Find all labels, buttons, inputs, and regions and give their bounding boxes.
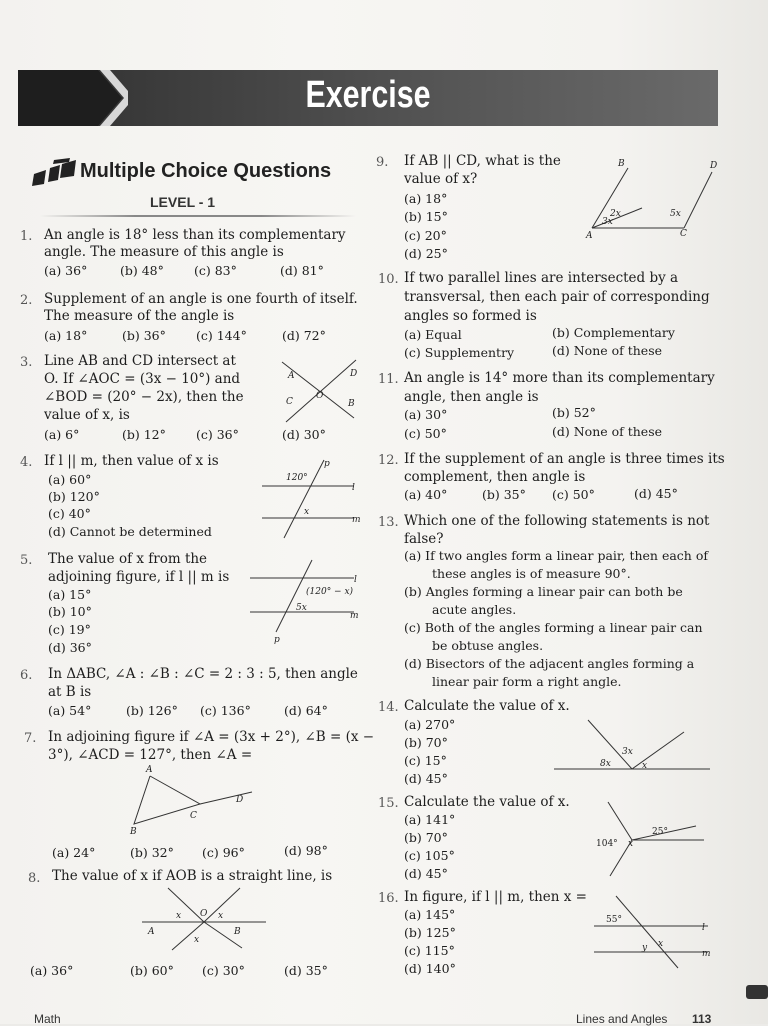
svg-text:x: x <box>628 839 634 849</box>
question-text: The measure of the angle is <box>44 308 235 324</box>
option: (d) None of these <box>552 343 663 358</box>
question-text: Calculate the value of x. <box>404 698 570 714</box>
svg-text:x: x <box>194 935 200 945</box>
option: (b) 60° <box>130 963 174 978</box>
option: (b) 15° <box>404 209 448 224</box>
svg-text:x: x <box>658 939 664 949</box>
option: (c) 96° <box>202 845 245 860</box>
svg-text:p: p <box>274 635 280 645</box>
question-text: Line AB and CD intersect at <box>44 353 236 369</box>
svg-text:O: O <box>200 909 208 919</box>
svg-text:120°: 120° <box>286 473 308 483</box>
svg-text:C: C <box>190 811 197 821</box>
option: (a) 54° <box>48 703 92 718</box>
option: (d) 30° <box>282 427 326 442</box>
option: (c) 50° <box>404 426 447 441</box>
option: (d) 45° <box>404 866 448 881</box>
svg-text:m: m <box>350 611 359 621</box>
option: (d) 140° <box>404 961 456 976</box>
question-text: at B is <box>48 684 92 700</box>
option: (c) 50° <box>552 487 595 502</box>
svg-text:5x: 5x <box>296 603 307 613</box>
question-number: 3. <box>20 355 33 370</box>
option: (d) 45° <box>634 486 678 501</box>
figure-q8-straight-line <box>138 884 272 954</box>
question-text: The value of x from the <box>48 551 208 567</box>
option: (a) 36° <box>44 263 88 278</box>
svg-text:104°: 104° <box>596 839 618 849</box>
option: (a) 270° <box>404 717 456 732</box>
question-text: angle, then angle is <box>404 389 539 405</box>
question-text: Calculate the value of x. <box>404 794 570 810</box>
question-text: transversal, then each pair of corresponding <box>404 289 710 305</box>
question-text: false? <box>404 531 444 547</box>
option: (b) 70° <box>404 735 448 750</box>
level-heading: LEVEL - 1 <box>150 194 216 210</box>
option: (b) 32° <box>130 845 174 860</box>
question-text: O. If ∠AOC = (3x − 10°) and <box>44 371 241 387</box>
option: (a) 36° <box>30 963 74 978</box>
svg-text:x: x <box>176 911 182 921</box>
question-text: angle. The measure of this angle is <box>44 244 284 260</box>
svg-text:B: B <box>348 399 355 409</box>
svg-text:D: D <box>350 369 358 379</box>
question-text: 3°), ∠ACD = 127°, then ∠A = <box>48 747 253 763</box>
option: (a) 60° <box>48 472 92 487</box>
option: (d) 36° <box>48 640 92 655</box>
svg-text:B: B <box>618 159 625 169</box>
svg-text:5x: 5x <box>670 209 681 219</box>
question-text: If l || m, then value of x is <box>44 453 219 469</box>
svg-text:B: B <box>130 827 137 837</box>
option: (d) 64° <box>284 703 328 718</box>
figure-q15-angles-at-point <box>592 796 712 880</box>
option: (c) 40° <box>48 506 91 521</box>
option: (a) 24° <box>52 845 96 860</box>
question-text: If the supplement of an angle is three times its <box>404 451 725 467</box>
option: (a) 30° <box>404 407 448 422</box>
option: (c) 20° <box>404 228 447 243</box>
svg-text:m: m <box>352 515 361 525</box>
option: (c) 36° <box>196 427 239 442</box>
question-number: 9. <box>376 155 389 170</box>
footer-book-title: Math <box>34 1012 61 1026</box>
question-text: If two parallel lines are intersected by a <box>404 270 679 286</box>
option: (d) 98° <box>284 843 328 858</box>
option: (b) 126° <box>126 703 178 718</box>
option: (d) Cannot be determined <box>48 524 212 539</box>
figure-q5-parallel-lines <box>246 556 362 646</box>
option: (d) 25° <box>404 246 448 261</box>
option: (a) 141° <box>404 812 456 827</box>
option: (b) 12° <box>122 427 166 442</box>
svg-text:y: y <box>642 943 648 953</box>
question-number: 15. <box>378 796 399 811</box>
figure-q4-parallel-lines <box>258 456 362 542</box>
corner-tab <box>746 985 768 999</box>
question-text: angles so formed is <box>404 308 537 324</box>
option: linear pair form a right angle. <box>432 674 622 689</box>
exercise-banner <box>18 70 718 126</box>
option: (c) 136° <box>200 703 251 718</box>
option: (c) 15° <box>404 753 447 768</box>
option: (a) If two angles form a linear pair, then each of <box>404 548 708 563</box>
question-number: 5. <box>20 553 33 568</box>
option: (a) 6° <box>44 427 80 442</box>
question-text: In figure, if l || m, then x = <box>404 889 587 905</box>
svg-text:A: A <box>288 371 295 381</box>
svg-text:C: C <box>680 229 687 239</box>
question-text: adjoining figure, if l || m is <box>48 569 230 585</box>
svg-text:l: l <box>352 483 355 493</box>
svg-text:A: A <box>148 927 155 937</box>
svg-text:x: x <box>218 911 224 921</box>
option: be obtuse angles. <box>432 638 544 653</box>
question-number: 12. <box>378 453 399 468</box>
question-text: value of x, is <box>44 407 130 423</box>
question-text: The value of x if AOB is a straight line, is <box>52 868 333 884</box>
svg-text:C: C <box>286 397 293 407</box>
svg-text:m: m <box>702 949 711 959</box>
section-title: Multiple Choice Questions <box>80 160 332 182</box>
svg-text:55°: 55° <box>606 915 622 925</box>
question-text: An angle is 18° less than its complementary <box>44 227 346 243</box>
option: (a) 18° <box>44 328 88 343</box>
option: (b) Complementary <box>552 325 675 340</box>
figure-q9-parallel-lines <box>584 156 724 240</box>
option: (b) 120° <box>48 489 100 504</box>
svg-text:A: A <box>146 765 153 775</box>
figure-q3-intersecting-lines <box>278 356 362 426</box>
section-bars-icon <box>32 158 76 188</box>
svg-text:l: l <box>354 575 357 585</box>
question-number: 11. <box>378 372 399 387</box>
option: (b) 70° <box>404 830 448 845</box>
option: (b) 10° <box>48 604 92 619</box>
option: (a) 40° <box>404 487 448 502</box>
question-number: 4. <box>20 455 33 470</box>
option: (c) 19° <box>48 622 91 637</box>
svg-text:8x: 8x <box>600 759 611 769</box>
question-number: 10. <box>378 272 399 287</box>
option: (c) 115° <box>404 943 455 958</box>
svg-text:(120° − x): (120° − x) <box>306 587 354 597</box>
option: (b) 35° <box>482 487 526 502</box>
option: (a) 15° <box>48 587 92 602</box>
question-number: 7. <box>24 731 37 746</box>
figure-q16-parallel-lines <box>592 892 712 972</box>
question-text: value of x? <box>404 171 478 187</box>
svg-text:2x: 2x <box>610 209 621 219</box>
option: (d) 81° <box>280 263 324 278</box>
option: (c) Both of the angles forming a linear pair can <box>404 620 703 635</box>
option: (d) 35° <box>284 963 328 978</box>
option: (c) 30° <box>202 963 245 978</box>
option: (b) 52° <box>552 405 596 420</box>
option: (c) Supplementry <box>404 345 515 360</box>
option: (a) 145° <box>404 907 456 922</box>
option: acute angles. <box>432 602 517 617</box>
option: (d) None of these <box>552 424 663 439</box>
option: (d) Bisectors of the adjacent angles forming a <box>404 656 695 671</box>
svg-text:3x: 3x <box>602 217 613 227</box>
option: these angles is of measure 90°. <box>432 566 631 581</box>
question-text: If AB || CD, what is the <box>404 153 561 169</box>
question-text: Which one of the following statements is not <box>404 513 710 529</box>
option: (d) 45° <box>404 771 448 786</box>
question-text: Supplement of an angle is one fourth of itself. <box>44 291 358 307</box>
question-text: complement, then angle is <box>404 469 586 485</box>
option: (c) 105° <box>404 848 455 863</box>
option: (c) 83° <box>194 263 237 278</box>
question-number: 13. <box>378 515 399 530</box>
option: (b) Angles forming a linear pair can both be <box>404 584 683 599</box>
option: (c) 144° <box>196 328 247 343</box>
option: (a) Equal <box>404 327 462 342</box>
footer-chapter: Lines and Angles <box>576 1012 668 1026</box>
figure-q14-angles-on-line <box>552 716 714 776</box>
question-number: 16. <box>378 891 399 906</box>
option: (b) 36° <box>122 328 166 343</box>
option: (b) 125° <box>404 925 456 940</box>
svg-text:x: x <box>304 507 310 517</box>
question-text: In adjoining figure if ∠A = (3x + 2°), ∠B = (x − <box>48 729 375 745</box>
svg-text:3x: 3x <box>622 747 633 757</box>
option: (b) 48° <box>120 263 164 278</box>
option: (a) 18° <box>404 191 448 206</box>
banner-title: Exercise <box>305 74 431 116</box>
svg-text:l: l <box>702 923 705 933</box>
svg-text:A: A <box>586 231 593 241</box>
level-divider <box>40 215 356 217</box>
svg-text:x: x <box>642 761 648 771</box>
svg-text:B: B <box>234 927 241 937</box>
page-number: 113 <box>692 1012 712 1026</box>
question-text: In ΔABC, ∠A : ∠B : ∠C = 2 : 3 : 5, then angle <box>48 666 358 682</box>
question-number: 8. <box>28 871 41 886</box>
svg-text:D: D <box>236 795 244 805</box>
question-number: 2. <box>20 293 33 308</box>
question-number: 6. <box>20 668 33 683</box>
question-number: 1. <box>20 229 33 244</box>
figure-q7-triangle <box>120 762 260 840</box>
question-text: ∠BOD = (20° − 2x), then the <box>44 389 244 405</box>
svg-text:p: p <box>324 459 330 469</box>
question-text: An angle is 14° more than its complementary <box>404 370 715 386</box>
svg-text:D: D <box>710 161 718 171</box>
svg-text:25°: 25° <box>652 827 668 837</box>
question-number: 14. <box>378 700 399 715</box>
option: (d) 72° <box>282 328 326 343</box>
svg-text:O: O <box>316 391 324 401</box>
